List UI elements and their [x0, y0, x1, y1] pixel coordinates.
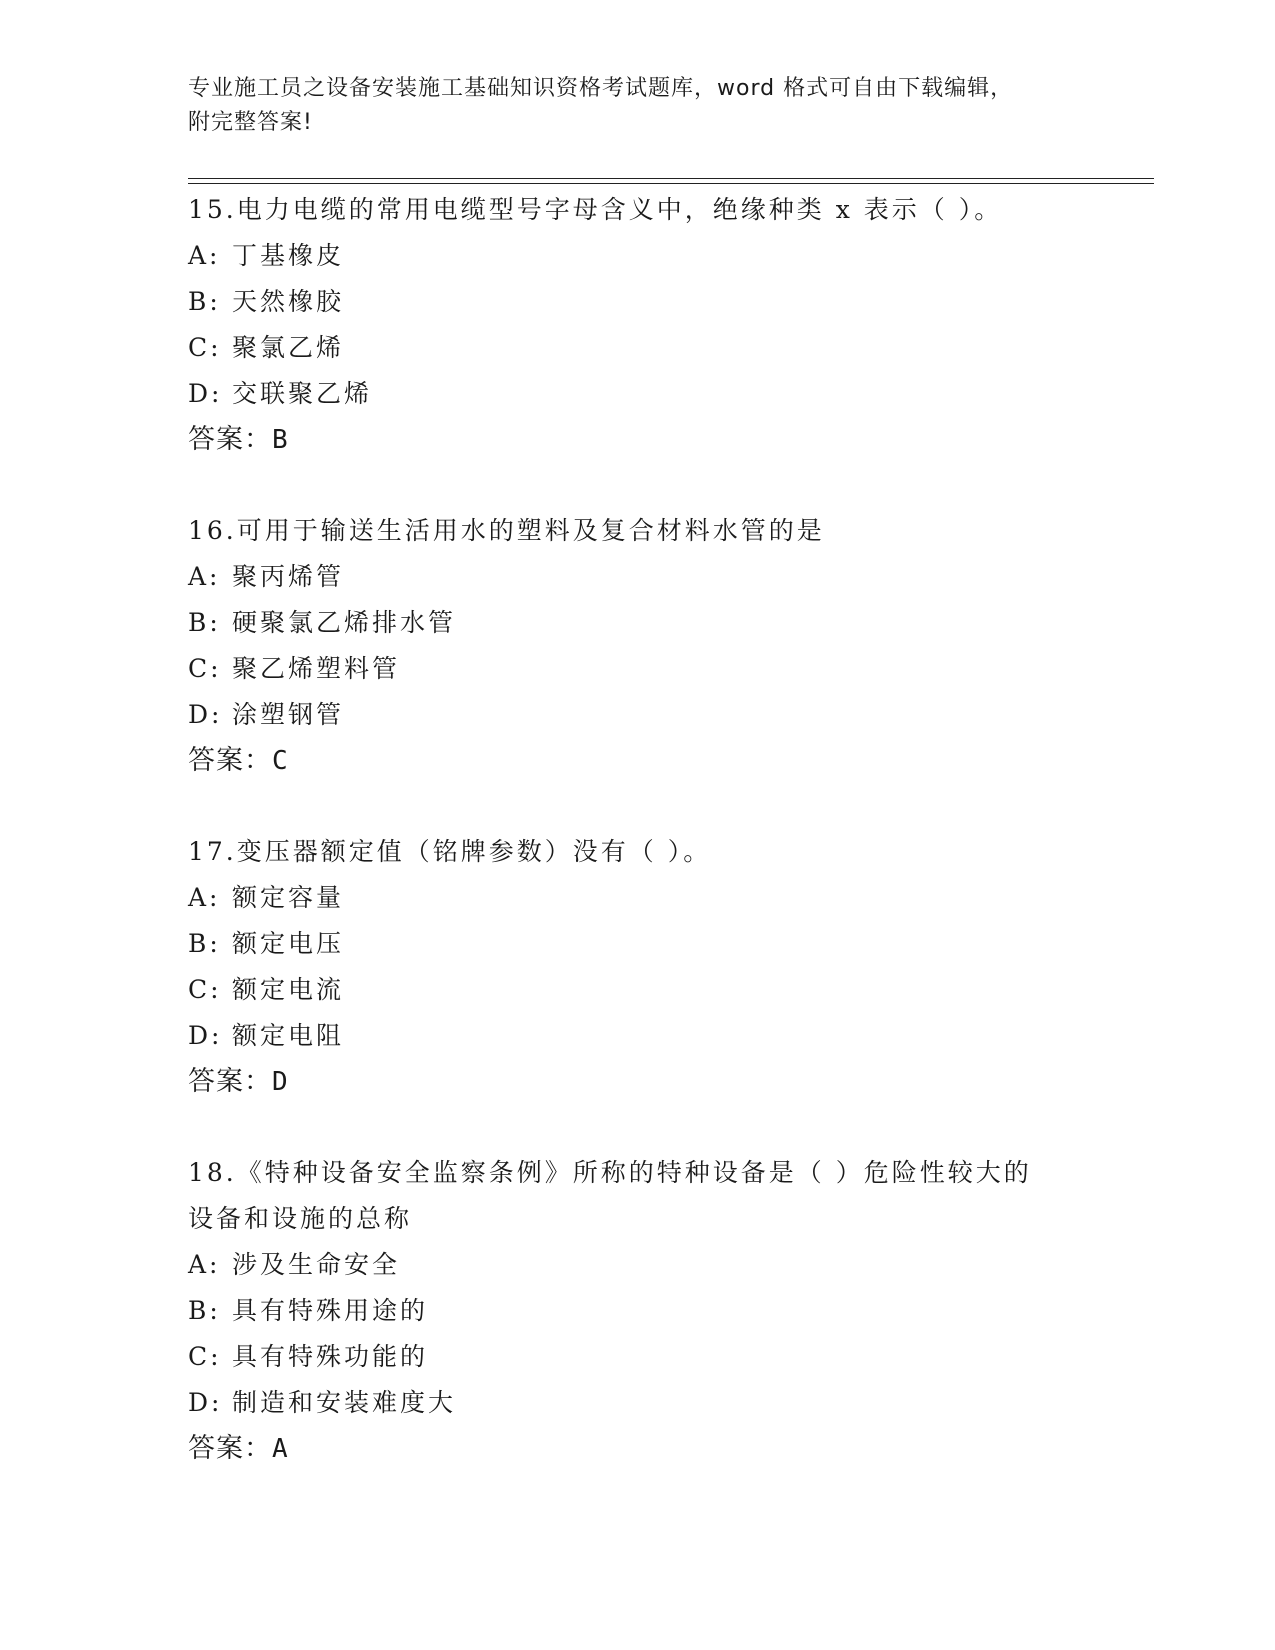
- answer-value: B: [272, 425, 289, 455]
- option-text: 具有特殊功能的: [232, 1342, 429, 1371]
- question-number: 16.: [188, 516, 237, 545]
- option-letter: A:: [188, 883, 221, 912]
- option-letter: D:: [188, 700, 223, 729]
- answer-label: 答案：: [188, 1066, 272, 1097]
- option-letter: B:: [188, 608, 221, 637]
- option-d: [188, 692, 1088, 738]
- option-b: [188, 600, 1088, 646]
- option-text: 额定电流: [232, 975, 345, 1004]
- option-text: 交联聚乙烯: [232, 379, 373, 408]
- option-b: [188, 921, 1088, 967]
- option-text: 制造和安装难度大: [232, 1388, 457, 1417]
- option-text: 硬聚氯乙烯排水管: [232, 608, 457, 637]
- option-a: [188, 554, 1088, 600]
- question-16: [188, 508, 1088, 784]
- option-d: [188, 1380, 1088, 1426]
- option-d: [188, 371, 1088, 417]
- option-a: [188, 875, 1088, 921]
- answer: [188, 1426, 1088, 1472]
- answer: [188, 417, 1088, 463]
- option-text: 涉及生命安全: [232, 1250, 401, 1279]
- header-divider-top: [188, 178, 1154, 179]
- answer-value: D: [272, 1067, 289, 1097]
- option-text: 聚丙烯管: [232, 562, 345, 591]
- option-text: 丁基橡皮: [232, 241, 345, 270]
- answer-label: 答案：: [188, 424, 272, 455]
- option-letter: A:: [188, 241, 221, 270]
- option-letter: A:: [188, 1250, 221, 1279]
- option-text: 额定电阻: [232, 1021, 345, 1050]
- question-number: 18.: [188, 1158, 237, 1187]
- option-letter: D:: [188, 1388, 223, 1417]
- option-c: [188, 1334, 1088, 1380]
- option-c: [188, 646, 1088, 692]
- option-letter: C:: [188, 975, 222, 1004]
- option-letter: B:: [188, 929, 221, 958]
- option-text: 涂塑钢管: [232, 700, 345, 729]
- option-c: [188, 967, 1088, 1013]
- option-letter: C:: [188, 333, 222, 362]
- question-text: 17.变压器额定值（铭牌参数）没有（ ）。: [188, 837, 712, 866]
- header-line-2: 附完整答案!: [188, 110, 313, 135]
- option-text: 具有特殊用途的: [232, 1296, 429, 1325]
- option-letter: A:: [188, 562, 221, 591]
- option-text: 聚氯乙烯: [232, 333, 345, 362]
- option-text: 天然橡胶: [232, 287, 345, 316]
- question-number: 17.: [188, 837, 237, 866]
- answer-label: 答案：: [188, 1433, 272, 1464]
- question-17: [188, 829, 1088, 1105]
- document-header: [188, 72, 1068, 140]
- answer-value: C: [272, 746, 289, 776]
- option-letter: B:: [188, 287, 221, 316]
- option-b: [188, 279, 1088, 325]
- answer: [188, 738, 1088, 784]
- option-a: [188, 233, 1088, 279]
- option-text: 额定容量: [232, 883, 345, 912]
- question-text-continued: 设备和设施的总称: [188, 1204, 413, 1233]
- question-text: 15.电力电缆的常用电缆型号字母含义中，绝缘种类 x 表示（ ）。: [188, 195, 1003, 224]
- question-text: 18.《特种设备安全监察条例》所称的特种设备是（ ）危险性较大的: [188, 1158, 1032, 1187]
- option-d: [188, 1013, 1088, 1059]
- answer: [188, 1059, 1088, 1105]
- question-number: 15.: [188, 195, 237, 224]
- option-text: 聚乙烯塑料管: [232, 654, 401, 683]
- option-b: [188, 1288, 1088, 1334]
- header-line-1: 专业施工员之设备安装施工基础知识资格考试题库，word 格式可自由下载编辑，: [188, 76, 1014, 101]
- option-letter: D:: [188, 1021, 223, 1050]
- question-15: [188, 187, 1088, 463]
- answer-value: A: [272, 1434, 289, 1464]
- question-18: [188, 1150, 1088, 1472]
- option-letter: C:: [188, 654, 222, 683]
- option-text: 额定电压: [232, 929, 345, 958]
- question-text: 16.可用于输送生活用水的塑料及复合材料水管的是: [188, 516, 825, 545]
- header-divider-bottom: [188, 183, 1154, 184]
- option-a: [188, 1242, 1088, 1288]
- option-letter: B:: [188, 1296, 221, 1325]
- option-letter: C:: [188, 1342, 222, 1371]
- option-c: [188, 325, 1088, 371]
- option-letter: D:: [188, 379, 223, 408]
- answer-label: 答案：: [188, 745, 272, 776]
